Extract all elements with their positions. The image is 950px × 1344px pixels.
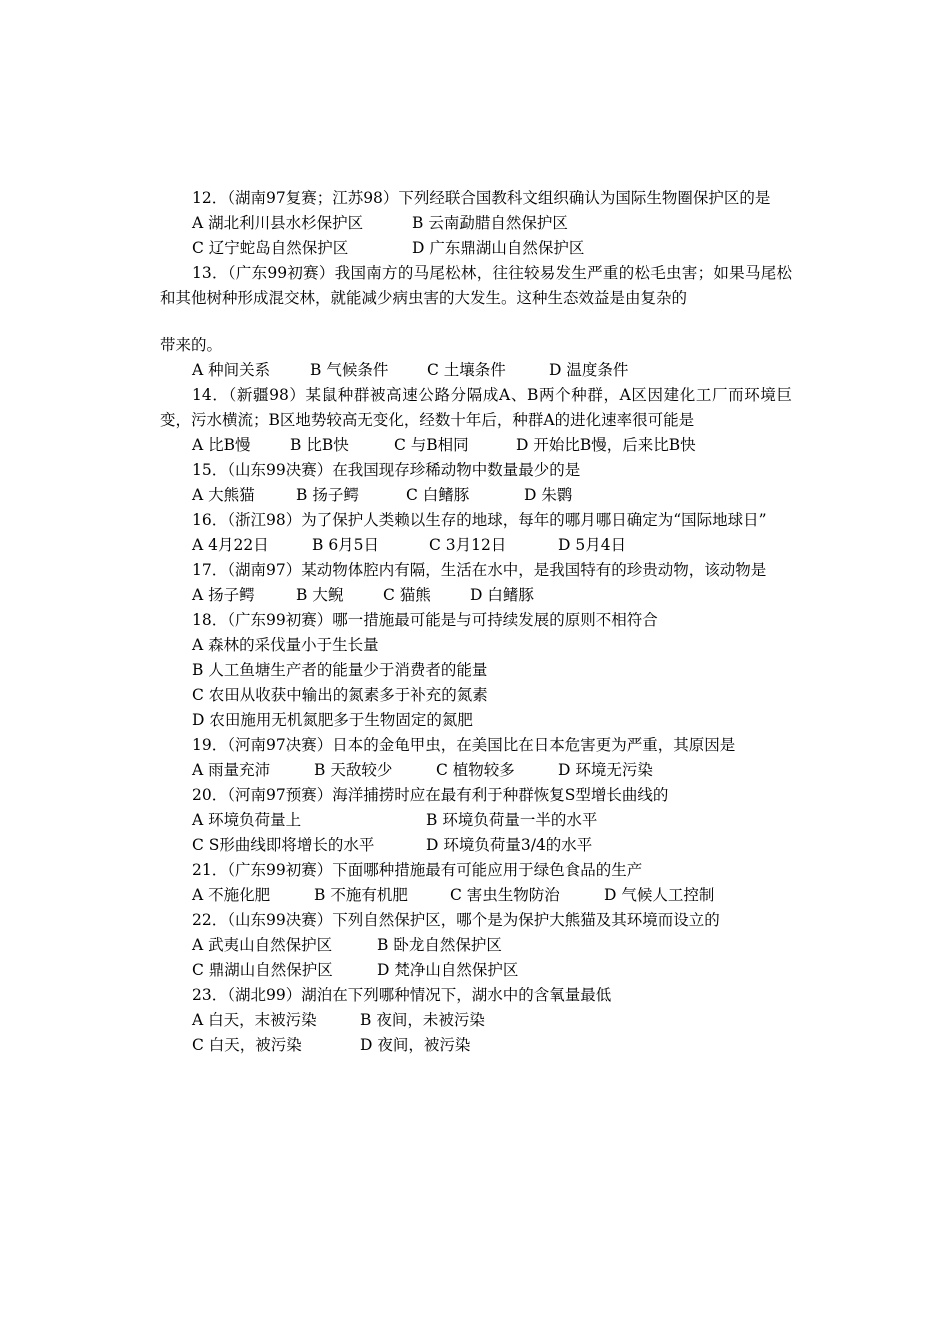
question-20-options-row-2 — [160, 833, 792, 858]
question-22-option-c: C 鼎湖山自然保护区 — [192, 961, 333, 979]
question-17-stem: 17．（湖南97）某动物体腔内有隔，生活在水中，是我国特有的珍贵动物，该动物是 — [192, 561, 767, 579]
question-13-option-a: A 种间关系 — [192, 361, 271, 379]
question-15-options — [160, 483, 792, 508]
question-14-option-a: A 比B慢 — [192, 436, 251, 454]
question-16-stem: 16．（浙江98）为了保护人类赖以生存的地球，每年的哪月哪日确定为“国际地球日” — [192, 511, 767, 529]
question-14-option-b: B 比B快 — [290, 436, 349, 454]
question-21-option-c: C 害虫生物防治 — [450, 886, 560, 904]
question-23-options-row-1 — [160, 1008, 792, 1033]
question-19-stem: 19．（河南97决赛）日本的金龟甲虫，在美国比在日本危害更为严重，其原因是 — [192, 736, 736, 754]
question-17-option-c: C 猫熊 — [383, 586, 431, 604]
blank-gap — [160, 311, 792, 333]
question-23-option-a: A 白天，末被污染 — [192, 1011, 317, 1029]
question-23-option-d: D 夜间，被污染 — [360, 1036, 471, 1054]
question-12-options-row-2 — [160, 236, 792, 261]
question-14-option-c: C 与B相同 — [394, 436, 469, 454]
question-13-stem-continued: 带来的。 — [160, 336, 223, 354]
question-18-option-c: C 农田从收获中输出的氮素多于补充的氮素 — [192, 686, 488, 704]
question-23-option-c: C 白天，被污染 — [192, 1036, 302, 1054]
question-13-options — [160, 358, 792, 383]
question-22-options-row-2 — [160, 958, 792, 983]
question-12-option-c: C 辽宁蛇岛自然保护区 — [192, 239, 349, 257]
question-20-option-d: D 环境负荷量3/4的水平 — [426, 836, 593, 854]
question-22-option-b: B 卧龙自然保护区 — [377, 936, 502, 954]
question-12-stem: 12．（湖南97复赛；江苏98）下列经联合国教科文组织确认为国际生物圈保护区的是 — [192, 189, 771, 207]
question-21-option-d: D 气候人工控制 — [604, 886, 715, 904]
document-page — [160, 186, 792, 1058]
question-20-stem: 20．（河南97预赛）海洋捕捞时应在最有利于种群恢复S型增长曲线的 — [192, 786, 669, 804]
question-23-option-b: B 夜间，未被污染 — [360, 1011, 485, 1029]
question-16-options — [160, 533, 792, 558]
question-21-stem: 21．（广东99初赛）下面哪种措施最有可能应用于绿色食品的生产 — [192, 861, 643, 879]
question-21-options — [160, 883, 792, 908]
question-15-stem: 15．（山东99决赛）在我国现存珍稀动物中数量最少的是 — [192, 461, 581, 479]
question-12-option-d: D 广东鼎湖山自然保护区 — [412, 239, 585, 257]
question-18-stem: 18．（广东99初赛）哪一措施最可能是与可持续发展的原则不相符合 — [192, 611, 658, 629]
question-12-option-b: B 云南勐腊自然保护区 — [412, 214, 568, 232]
question-22-stem: 22．（山东99决赛）下列自然保护区，哪个是为保护大熊猫及其环境而设立的 — [192, 911, 720, 929]
question-15-option-a: A 大熊猫 — [192, 486, 255, 504]
question-12-options-row-1 — [160, 211, 792, 236]
question-22-options-row-1 — [160, 933, 792, 958]
question-18-option-a: A 森林的采伐量小于生长量 — [192, 636, 379, 654]
question-20-options-row-1 — [160, 808, 792, 833]
question-22-option-a: A 武夷山自然保护区 — [192, 936, 333, 954]
question-13-option-b: B 气候条件 — [310, 361, 389, 379]
question-16-option-b: B 6月5日 — [312, 536, 380, 554]
question-16-option-d: D 5月4日 — [558, 536, 627, 554]
question-16-option-c: C 3月12日 — [429, 536, 507, 554]
question-14-options — [160, 433, 792, 458]
question-14-stem: 14．（新疆98）某鼠种群被高速公路分隔成A、B两个种群，A区因建化工厂而环境巨变，污水横流；B区地势较高无变化，经数十年后，种群A的进化速率很可能是 — [160, 386, 792, 429]
question-21-option-b: B 不施有机肥 — [314, 886, 408, 904]
question-13-option-c: C 土壤条件 — [427, 361, 506, 379]
question-20-option-b: B 环境负荷量一半的水平 — [426, 811, 598, 829]
question-16-option-a: A 4月22日 — [192, 536, 269, 554]
question-17-option-a: A 扬子鳄 — [192, 586, 255, 604]
question-20-option-a: A 环境负荷量上 — [192, 811, 302, 829]
question-20-option-c: C S形曲线即将增长的水平 — [192, 836, 375, 854]
question-22-option-d: D 梵净山自然保护区 — [377, 961, 519, 979]
question-21-option-a: A 不施化肥 — [192, 886, 271, 904]
question-13-stem: 13．（广东99初赛）我国南方的马尾松林，往往较易发生严重的松毛虫害；如果马尾松和其他树种形成混交林，就能减少病虫害的大发生。这种生态效益是由复杂的 — [160, 264, 792, 307]
question-17-option-b: B 大鲵 — [296, 586, 344, 604]
question-17-options — [160, 583, 792, 608]
question-15-option-c: C 白鳍豚 — [406, 486, 470, 504]
question-23-stem: 23．（湖北99）湖泊在下列哪种情况下，湖水中的含氧量最低 — [192, 986, 612, 1004]
question-12-option-a: A 湖北利川县水杉保护区 — [192, 214, 364, 232]
question-17-option-d: D 白鳍豚 — [470, 586, 534, 604]
question-13-option-d: D 温度条件 — [549, 361, 629, 379]
question-19-option-a: A 雨量充沛 — [192, 761, 271, 779]
question-19-option-d: D 环境无污染 — [558, 761, 653, 779]
question-19-options — [160, 758, 792, 783]
question-18-option-b: B 人工鱼塘生产者的能量少于消费者的能量 — [192, 661, 488, 679]
question-18-option-d: D 农田施用无机氮肥多于生物固定的氮肥 — [192, 711, 473, 729]
question-14-option-d: D 开始比B慢，后来比B快 — [516, 436, 696, 454]
question-19-option-b: B 天敌较少 — [314, 761, 393, 779]
question-23-options-row-2 — [160, 1033, 792, 1058]
question-15-option-b: B 扬子鳄 — [296, 486, 359, 504]
question-15-option-d: D 朱鹮 — [524, 486, 573, 504]
question-19-option-c: C 植物较多 — [436, 761, 515, 779]
